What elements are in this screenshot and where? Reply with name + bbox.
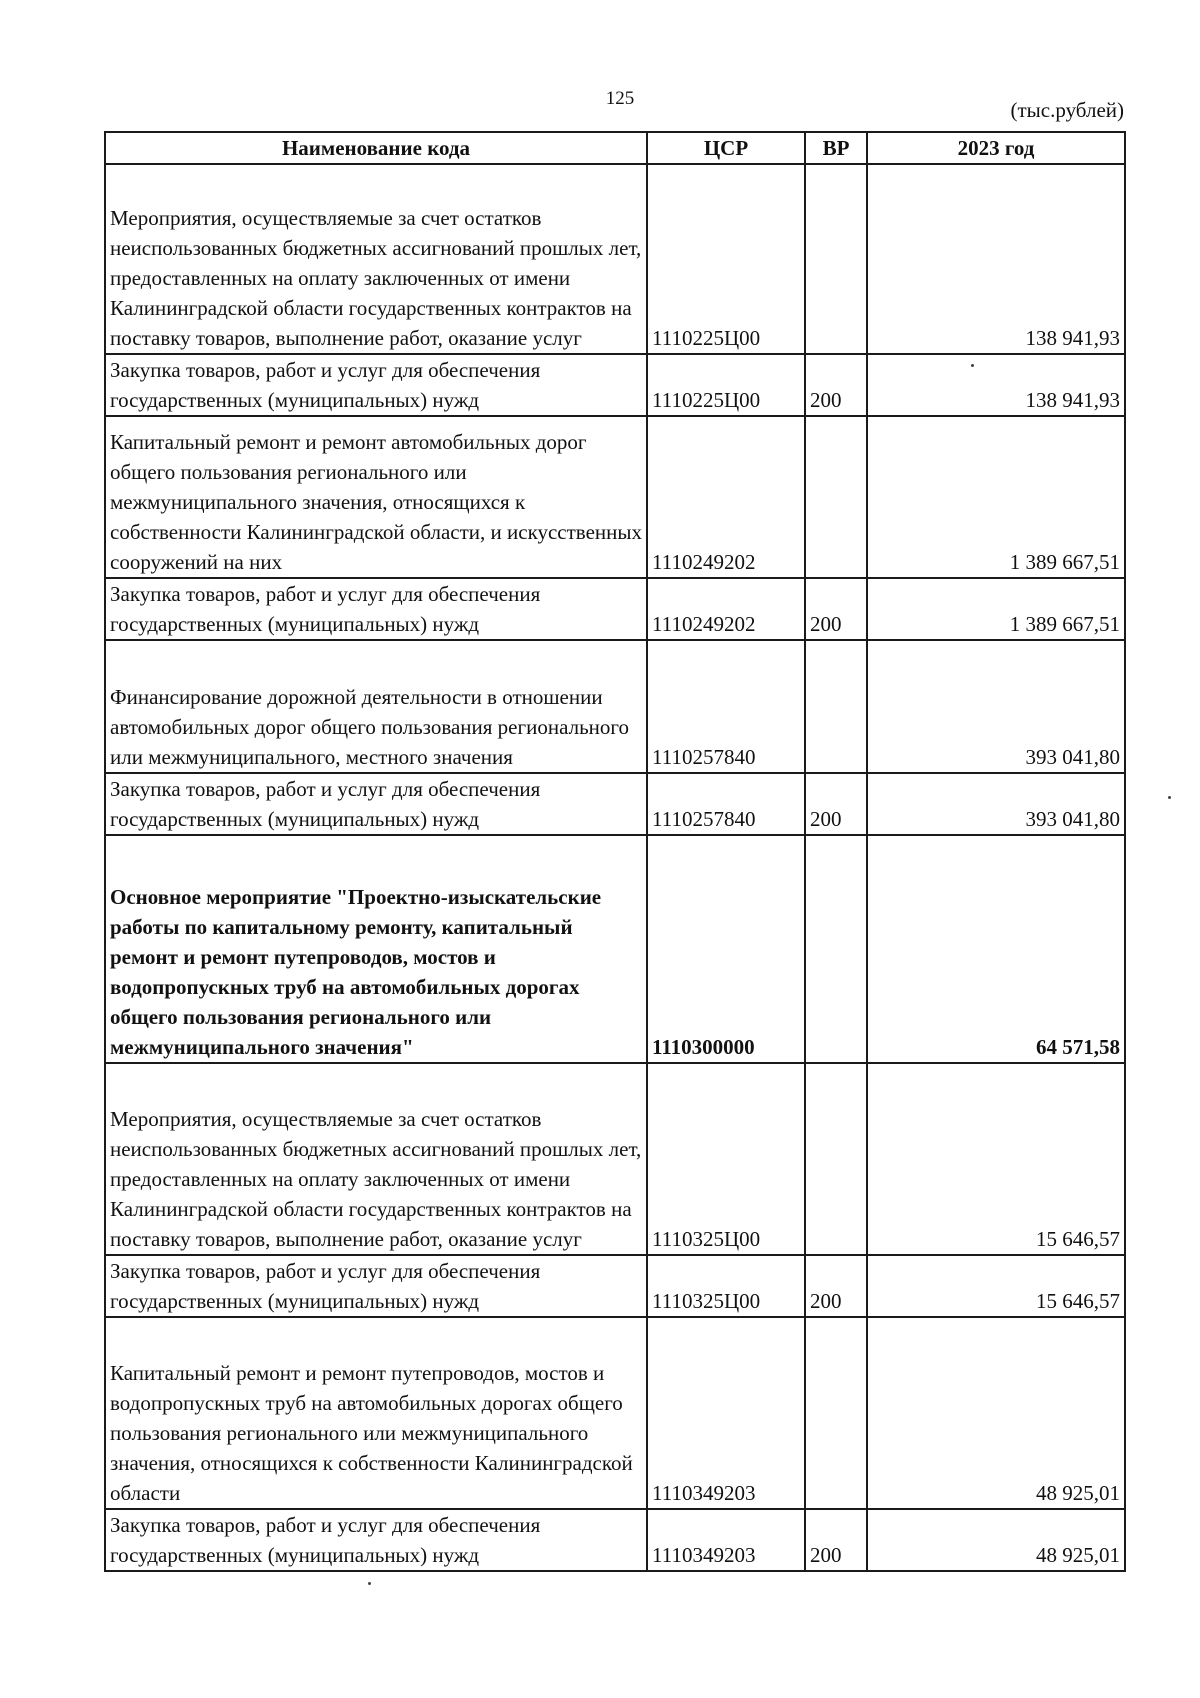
row-name: Мероприятия, осуществляемые за счет остатков неиспользованных бюджетных ассигнований прошлых лет, предоставленных на оплату заключенных от имени Калининградской области государственных контрактов на поставку товаров, выполнение работ, оказание услуг [105,164,647,354]
row-vr: 200 [805,1509,867,1571]
row-csr: 1110249202 [647,416,805,578]
row-csr: 1110225Ц00 [647,164,805,354]
table-row [105,773,1125,835]
row-amount: 393 041,80 [867,640,1125,773]
table-row [105,835,1125,1063]
row-vr [805,1317,867,1509]
row-name: Закупка товаров, работ и услуг для обеспечения государственных (муниципальных) нужд [105,578,647,640]
row-name: Основное мероприятие "Проектно-изыскательские работы по капитальному ремонту, капитальный ремонт и ремонт путепроводов, мостов и водопропускных труб на автомобильных дорогах общего пользования регионального или межмуниципального значения" [105,835,647,1063]
table-row [105,1063,1125,1255]
row-csr: 1110225Ц00 [647,354,805,416]
table-row [105,1255,1125,1317]
row-vr [805,640,867,773]
units-label: (тыс.рублей) [1010,98,1124,122]
row-amount: 393 041,80 [867,773,1125,835]
row-csr: 1110349203 [647,1317,805,1509]
table-row [105,640,1125,773]
header-csr: ЦСР [647,132,805,164]
row-amount: 138 941,93 [867,354,1125,416]
row-vr [805,416,867,578]
row-csr: 1110300000 [647,835,805,1063]
row-amount: 48 925,01 [867,1317,1125,1509]
header-amount: 2023 год [867,132,1125,164]
row-amount: 138 941,93 [867,164,1125,354]
table-row [105,1509,1125,1571]
row-name: Закупка товаров, работ и услуг для обеспечения государственных (муниципальных) нужд [105,1255,647,1317]
row-vr [805,1063,867,1255]
row-amount: 1 389 667,51 [867,416,1125,578]
page-number: 125 [605,88,635,109]
row-amount: 1 389 667,51 [867,578,1125,640]
row-csr: 1110325Ц00 [647,1255,805,1317]
table-row [105,578,1125,640]
header-vr: ВР [805,132,867,164]
row-amount: 15 646,57 [867,1063,1125,1255]
table-header-row [105,132,1125,164]
row-csr: 1110325Ц00 [647,1063,805,1255]
row-csr: 1110257840 [647,773,805,835]
row-name: Капитальный ремонт и ремонт путепроводов, мостов и водопропускных труб на автомобильных дорогах общего пользования регионального или межмуниципального значения, относящихся к собственности Калининградской области [105,1317,647,1509]
row-csr: 1110349203 [647,1509,805,1571]
scan-speck [971,364,974,367]
row-name: Закупка товаров, работ и услуг для обеспечения государственных (муниципальных) нужд [105,773,647,835]
row-name: Закупка товаров, работ и услуг для обеспечения государственных (муниципальных) нужд [105,354,647,416]
row-vr: 200 [805,578,867,640]
row-vr: 200 [805,354,867,416]
table-row [105,164,1125,354]
row-amount: 64 571,58 [867,835,1125,1063]
header-name: Наименование кода [105,132,647,164]
row-vr [805,835,867,1063]
row-amount: 48 925,01 [867,1509,1125,1571]
budget-table [104,131,1126,1572]
row-vr: 200 [805,1255,867,1317]
table-row [105,416,1125,578]
scan-speck [1168,796,1171,799]
row-name: Мероприятия, осуществляемые за счет остатков неиспользованных бюджетных ассигнований прошлых лет, предоставленных на оплату заключенных от имени Калининградской области государственных контрактов на поставку товаров, выполнение работ, оказание услуг [105,1063,647,1255]
row-csr: 1110257840 [647,640,805,773]
row-amount: 15 646,57 [867,1255,1125,1317]
row-name: Финансирование дорожной деятельности в отношении автомобильных дорог общего пользования регионального или межмуниципального, местного значения [105,640,647,773]
row-csr: 1110249202 [647,578,805,640]
row-name: Закупка товаров, работ и услуг для обеспечения государственных (муниципальных) нужд [105,1509,647,1571]
table-row [105,1317,1125,1509]
row-vr: 200 [805,773,867,835]
row-name: Капитальный ремонт и ремонт автомобильных дорог общего пользования регионального или межмуниципального значения, относящихся к собственности Калининградской области, и искусственных сооружений на них [105,416,647,578]
row-vr [805,164,867,354]
scan-speck [368,1582,371,1585]
